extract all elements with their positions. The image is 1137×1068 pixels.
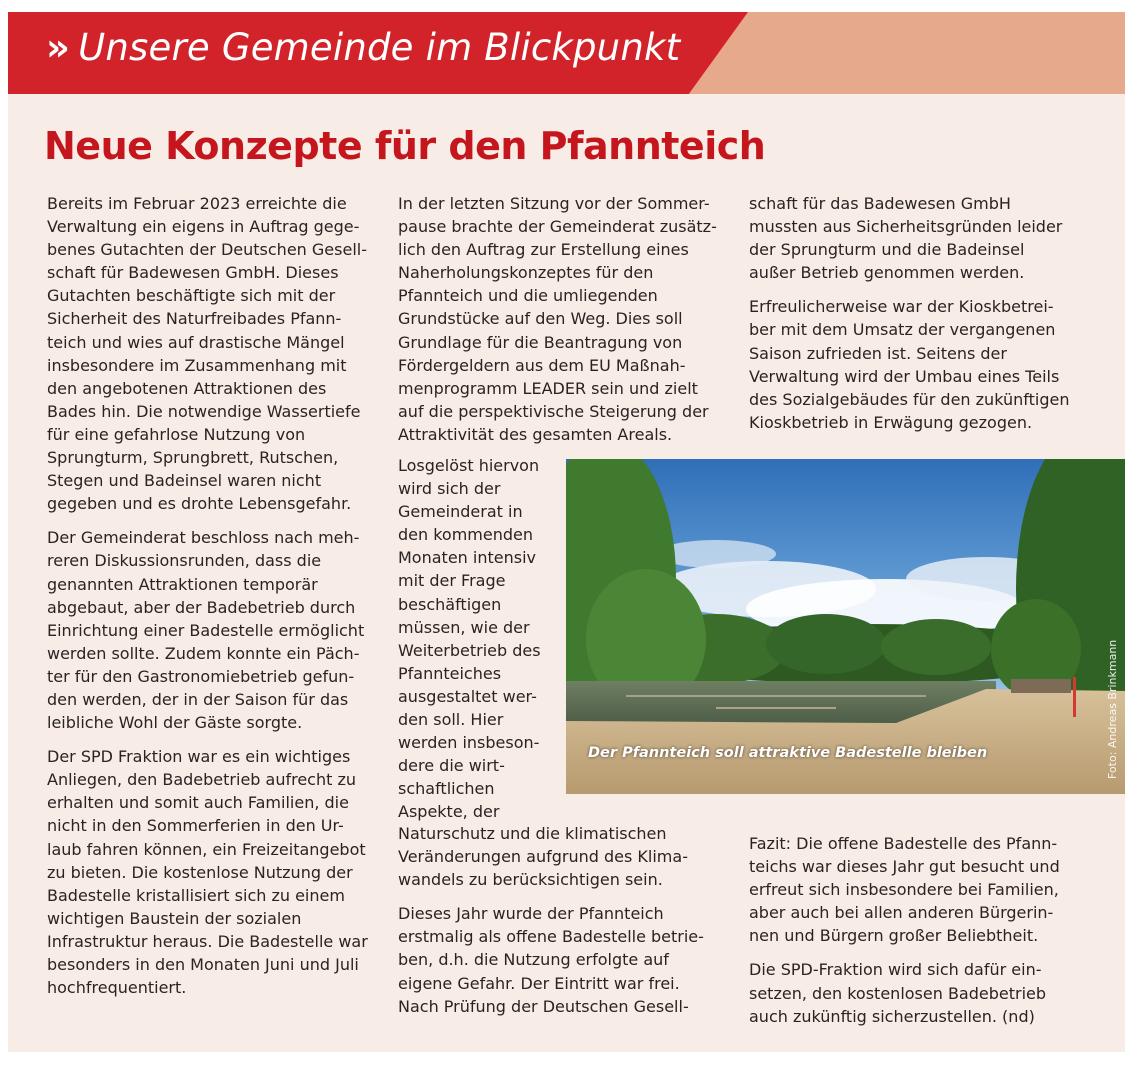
text-line: werden sollte. Zudem konnte ein Päch-: [47, 643, 360, 663]
text-line: Veränderungen aufgrund des Klima-: [398, 847, 688, 867]
text-line: nen und Bürgern großer Beliebtheit.: [749, 926, 1039, 946]
text-line: Fördergeldern aus dem EU Maßnah-: [398, 355, 686, 375]
text-line: den soll. Hier: [398, 710, 504, 730]
text-line: Grundlage für die Beantragung von: [398, 332, 683, 352]
text-line: müssen, wie der: [398, 617, 530, 637]
text-line: des Sozialgebäudes für den zukünftigen: [749, 389, 1070, 409]
text-line: mit der Frage: [398, 571, 506, 591]
photo-credit: Foto: Andreas Brinkmann: [1106, 639, 1119, 779]
text-line: erhalten und somit auch Familien, die: [47, 793, 349, 813]
text-line: Der SPD Fraktion war es ein wichtiges: [47, 747, 351, 767]
text-line: aber auch bei allen anderen Bürgerin-: [749, 903, 1054, 923]
text-line: leibliche Wohl der Gäste sorgte.: [47, 713, 303, 733]
text-line: Erfreulicherweise war der Kioskbetrei-: [749, 297, 1054, 317]
text-line: Gutachten beschäftigte sich mit der: [47, 286, 336, 306]
text-line: hochfrequentiert.: [47, 978, 187, 998]
text-line: Aspekte, der: [398, 802, 500, 822]
text-line: menprogramm LEADER sein und zielt: [398, 378, 698, 398]
column-2-narrow: [398, 454, 568, 835]
text-line: auf die perspektivische Steigerung der: [398, 401, 709, 421]
text-line: erfreut sich insbesondere bei Familien,: [749, 880, 1059, 900]
text-line: eigene Gefahr. Der Eintritt war frei.: [398, 973, 680, 993]
text-line: benes Gutachten der Deutschen Gesell-: [47, 240, 367, 260]
text-line: Gemeinderat in: [398, 502, 523, 522]
article-headline: Neue Konzepte für den Pfannteich: [44, 124, 766, 168]
text-line: ter für den Gastronomiebetrieb gefun-: [47, 666, 355, 686]
text-line: Pfannteich und die umliegenden: [398, 286, 658, 306]
paragraph: [398, 822, 738, 891]
text-line: den angebotenen Attraktionen des: [47, 378, 327, 398]
text-line: teichs war dieses Jahr gut besucht und: [749, 857, 1060, 877]
paragraph: [47, 526, 387, 734]
text-line: setzen, den kostenlosen Badebetrieb: [749, 983, 1047, 1003]
text-line: den kommenden: [398, 525, 534, 545]
column-3-top: [749, 192, 1109, 445]
text-line: Nach Prüfung der Deutschen Gesell-: [398, 996, 689, 1016]
text-line: Attraktivität des gesamten Areals.: [398, 424, 673, 444]
paragraph: [47, 192, 387, 515]
text-line: Anliegen, den Badebetrieb aufrecht zu: [47, 770, 357, 790]
text-line: Sicherheit des Naturfreibades Pfann-: [47, 309, 342, 329]
text-line: Grundstücke auf den Weg. Dies soll: [398, 309, 683, 329]
text-line: wandels zu berücksichtigen sein.: [398, 870, 663, 890]
text-line: der Sprungturm und die Badeinsel: [749, 240, 1025, 260]
column-1: [47, 192, 387, 1010]
text-line: insbesondere im Zusammenhang mit: [47, 355, 347, 375]
text-line: abgebaut, aber der Badebetrieb durch: [47, 597, 356, 617]
text-line: reren Diskussionsrunden, dass die: [47, 551, 322, 571]
paragraph: [749, 958, 1109, 1027]
paragraph: [749, 295, 1109, 434]
text-line: Saison zufrieden ist. Seitens der: [749, 343, 1007, 363]
text-line: für eine gefahrlose Nutzung von: [47, 424, 306, 444]
lake-photo-illustration: [566, 459, 1125, 794]
text-line: Sprungturm, Sprungbrett, Rutschen,: [47, 448, 339, 468]
text-line: Naherholungskonzeptes für den: [398, 263, 654, 283]
text-line: Kioskbetrieb in Erwägung gezogen.: [749, 412, 1033, 432]
newsletter-page: [8, 12, 1125, 1052]
text-line: Losgelöst hiervon: [398, 456, 540, 475]
text-line: pause brachte der Gemeinderat zusätz-: [398, 217, 717, 237]
text-line: laub fahren können, ein Freizeitangebot: [47, 839, 366, 859]
text-line: Verwaltung ein eigens in Auftrag gege-: [47, 217, 360, 237]
text-line: nicht in den Sommerferien in den Ur-: [47, 816, 344, 836]
text-line: wichtigen Baustein der sozialen: [47, 908, 302, 928]
text-line: teich und wies auf drastische Mängel: [47, 332, 345, 352]
text-line: Bereits im Februar 2023 erreichte die: [47, 194, 347, 213]
text-line: schaftlichen: [398, 779, 495, 799]
text-line: mussten aus Sicherheitsgründen leider: [749, 217, 1063, 237]
text-line: erstmalig als offene Badestelle betrie-: [398, 927, 704, 947]
text-line: Verwaltung wird der Umbau eines Teils: [749, 366, 1060, 386]
paragraph: [749, 192, 1109, 284]
section-title: [46, 26, 680, 69]
text-line: Stegen und Badeinsel waren nicht: [47, 471, 322, 491]
text-line: Monaten intensiv: [398, 548, 536, 568]
paragraph: [398, 192, 728, 446]
text-line: den werden, der in der Saison für das: [47, 689, 349, 709]
text-line: besonders in den Monaten Juni und Juli: [47, 955, 359, 974]
lake-photo: [566, 459, 1125, 794]
text-line: Naturschutz und die klimatischen: [398, 824, 667, 843]
text-line: ber mit dem Umsatz der vergangenen: [749, 320, 1056, 340]
text-line: dere die wirt-: [398, 756, 505, 776]
text-line: schaft für das Badewesen GmbH: [749, 194, 1011, 213]
text-line: In der letzten Sitzung vor der Sommer-: [398, 194, 710, 213]
paragraph: [47, 745, 387, 999]
text-line: Badestelle kristallisiert sich zu einem: [47, 885, 345, 905]
text-line: Pfannteiches: [398, 663, 502, 683]
section-title-text: Unsere Gemeinde im Blickpunkt: [78, 26, 681, 69]
section-banner: [8, 12, 1125, 94]
text-line: schaft für Badewesen GmbH. Dieses: [47, 263, 339, 283]
paragraph: [398, 454, 568, 824]
text-line: Bades hin. Die notwendige Wassertiefe: [47, 401, 361, 421]
text-line: Fazit: Die offene Badestelle des Pfann-: [749, 834, 1058, 853]
text-line: wird sich der: [398, 479, 501, 499]
text-line: beschäftigen: [398, 594, 502, 614]
text-line: lich den Auftrag zur Erstellung eines: [398, 240, 689, 260]
text-line: Der Gemeinderat beschloss nach meh-: [47, 528, 360, 548]
text-line: außer Betrieb genommen werden.: [749, 263, 1025, 283]
text-line: auch zukünftig sicherzustellen. (nd): [749, 1006, 1035, 1026]
text-line: Dieses Jahr wurde der Pfannteich: [398, 904, 664, 924]
chevron-icon: »: [46, 26, 71, 69]
text-line: gegeben und es drohte Lebensgefahr.: [47, 494, 352, 514]
paragraph: [749, 832, 1109, 947]
text-line: ausgestaltet wer-: [398, 686, 537, 706]
column-2-top: [398, 192, 728, 457]
text-line: Weiterbetrieb des: [398, 640, 541, 660]
paragraph: [398, 902, 738, 1017]
column-2-bottom: [398, 822, 738, 1029]
column-3-bottom: [749, 832, 1109, 1039]
text-line: Infrastruktur heraus. Die Badestelle war: [47, 931, 368, 951]
text-line: zu bieten. Die kostenlose Nutzung der: [47, 862, 353, 882]
text-line: werden insbeson-: [398, 733, 540, 753]
photo-caption: Der Pfannteich soll attraktive Badestelle bleiben: [588, 745, 988, 761]
text-line: Einrichtung einer Badestelle ermöglicht: [47, 620, 365, 640]
text-line: ben, d.h. die Nutzung erfolgte auf: [398, 950, 669, 970]
text-line: genannten Attraktionen temporär: [47, 574, 318, 594]
text-line: Die SPD-Fraktion wird sich dafür ein-: [749, 960, 1042, 980]
